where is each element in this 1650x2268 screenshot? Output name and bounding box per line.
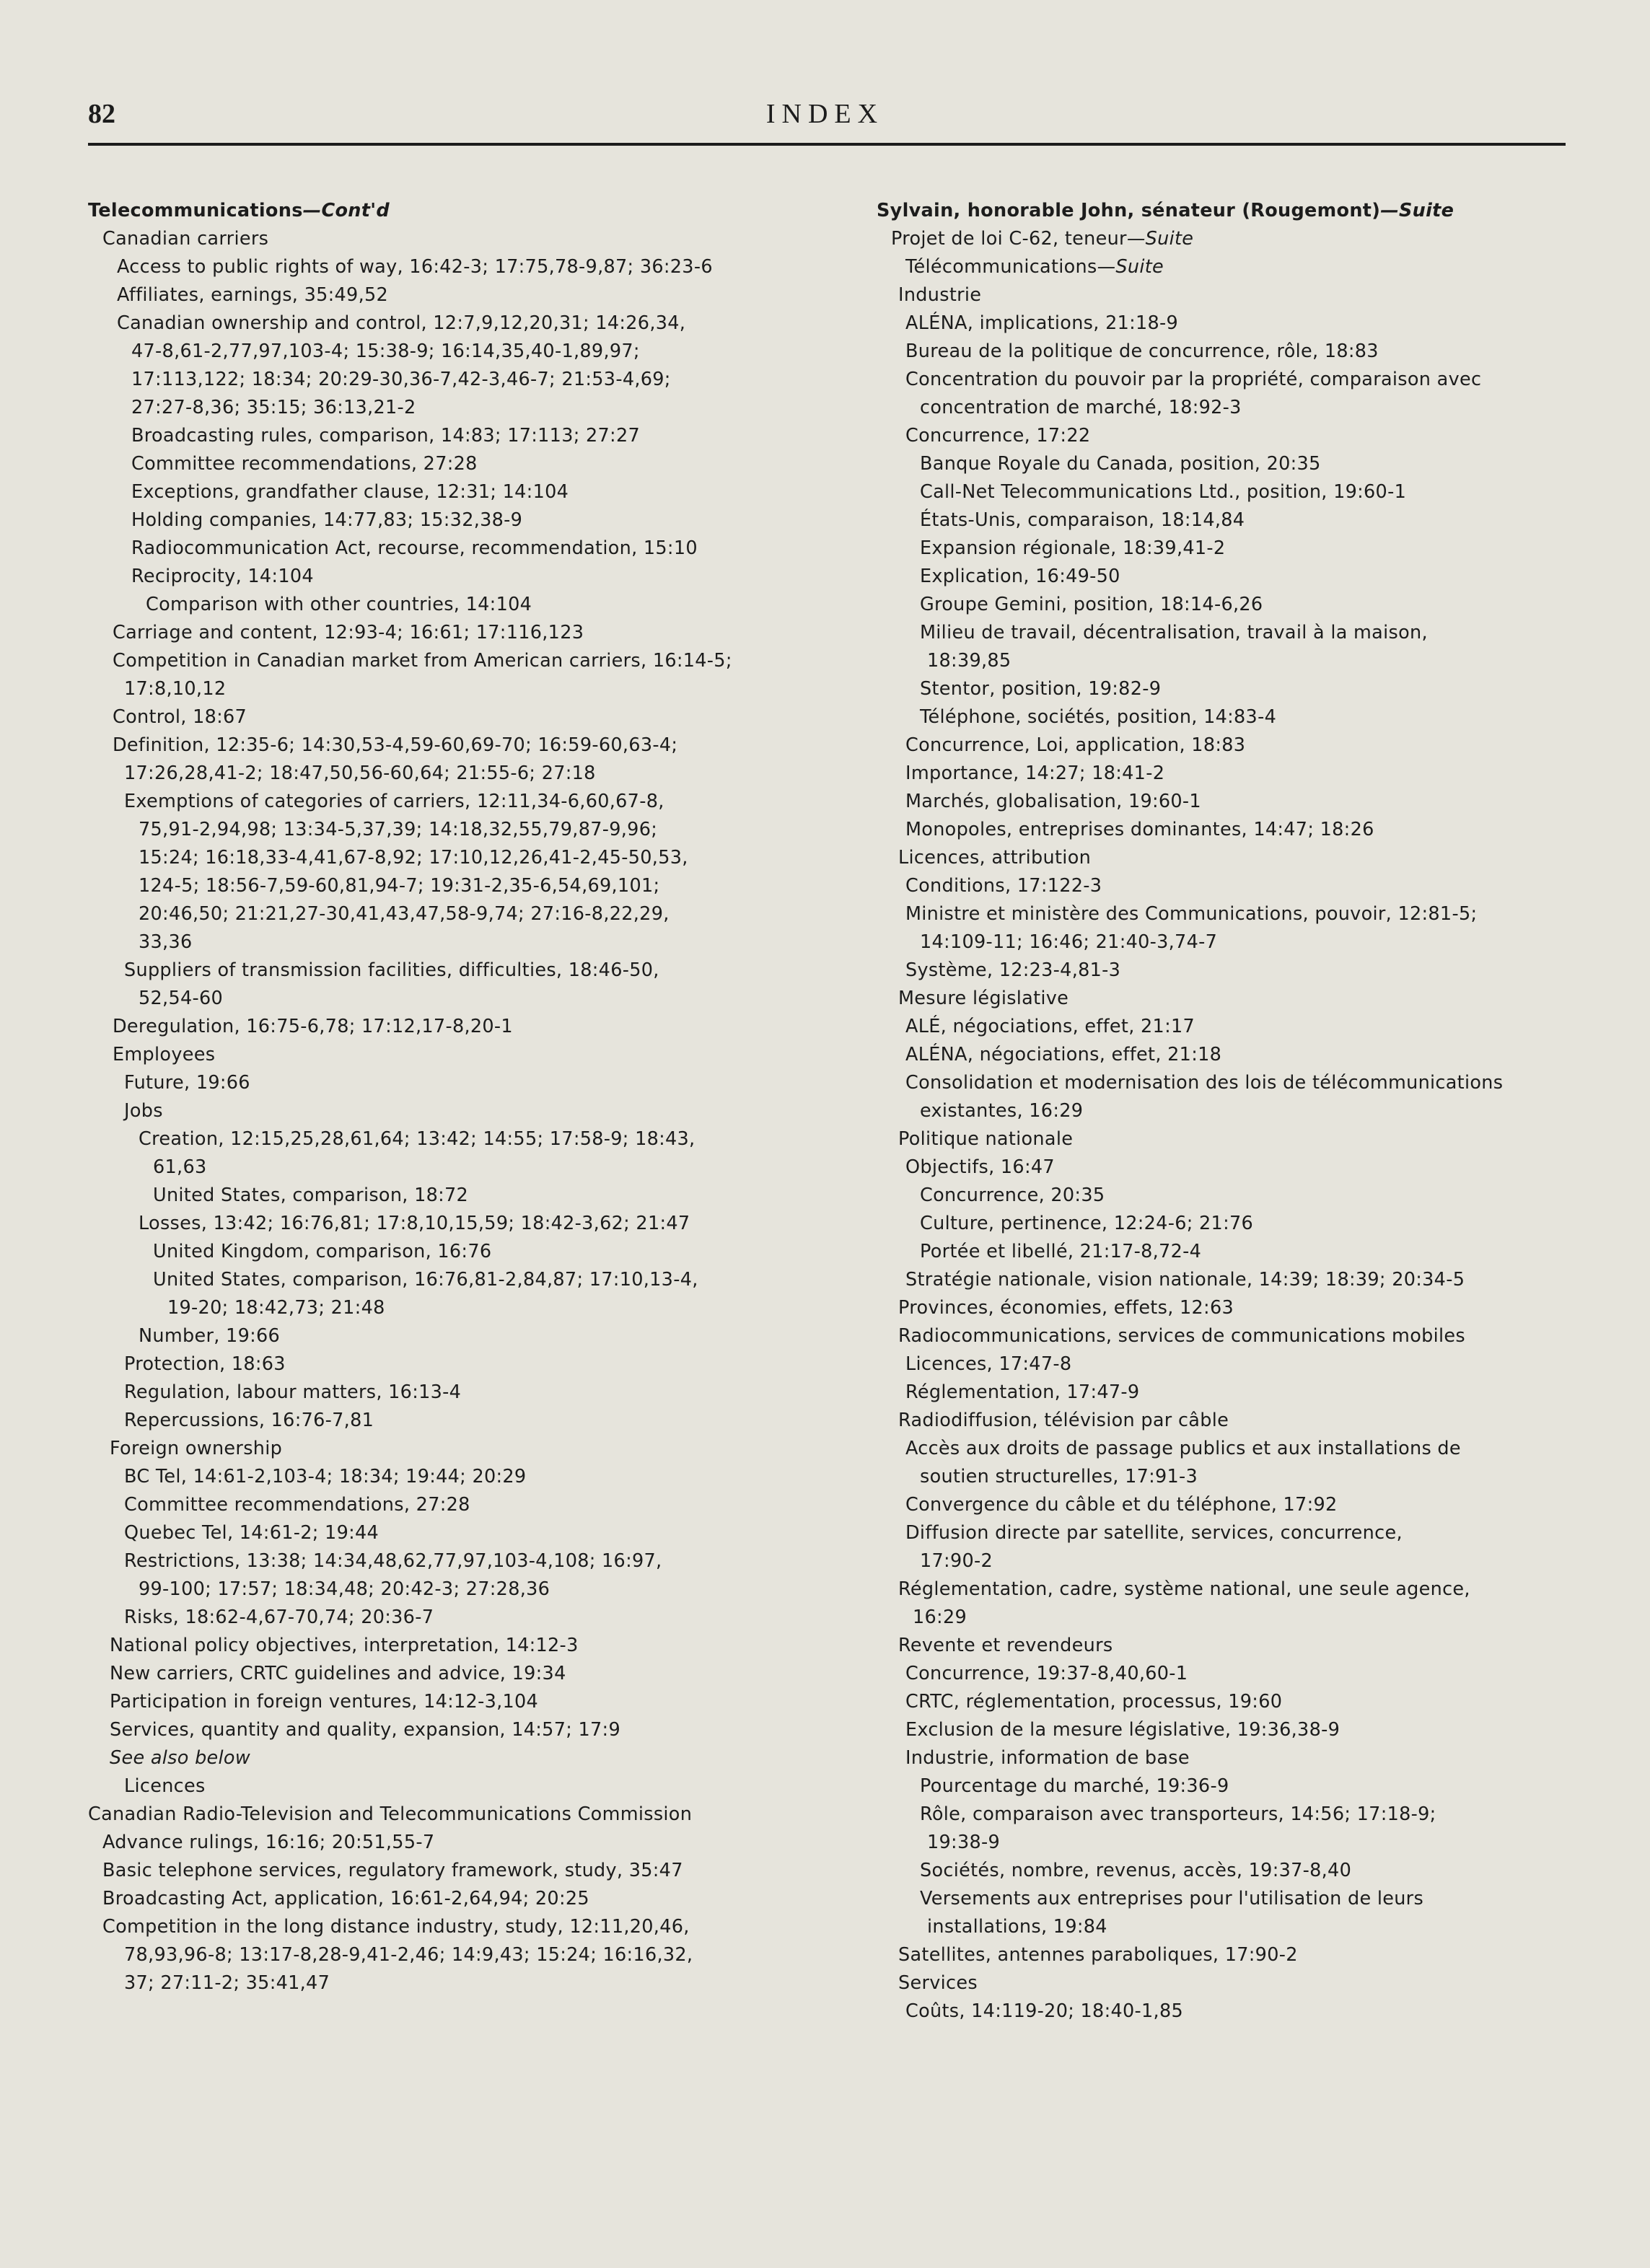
index-entry	[88, 788, 867, 816]
index-entry-text: Basic telephone services, regulatory framework, study, 35:47	[102, 1860, 683, 1881]
index-entry-text: Telecommunications	[88, 200, 303, 221]
index-entry	[877, 563, 1607, 591]
index-entry-text: Canadian ownership and control, 12:7,9,12,20,31; 14:26,34,	[117, 312, 686, 334]
index-entry-text: Ministre et ministère des Communications, pouvoir, 12:81-5;	[905, 903, 1478, 925]
index-entry-text: Call-Net Telecommunications Ltd., position, 19:60-1	[920, 481, 1407, 503]
index-entry-text: Téléphone, sociétés, position, 14:83-4	[920, 706, 1277, 728]
index-entry-text: Culture, pertinence, 12:24-6; 21:76	[920, 1213, 1254, 1234]
index-entry-text: Marchés, globalisation, 19:60-1	[905, 791, 1201, 812]
index-entry	[877, 1210, 1607, 1238]
index-entry	[88, 1941, 867, 1969]
index-entry-text: Importance, 14:27; 18:41-2	[905, 762, 1165, 784]
index-entry-text: Broadcasting rules, comparison, 14:83; 17:113; 27:27	[131, 425, 640, 447]
index-entry-text: 124-5; 18:56-7,59-60,81,94-7; 19:31-2,35-6,54,69,101;	[139, 875, 660, 897]
index-entry-text: Consolidation et modernisation des lois de télécommunications	[905, 1072, 1504, 1094]
index-entry	[88, 225, 867, 253]
index-entry	[877, 1463, 1607, 1491]
index-entry	[88, 1322, 867, 1350]
index-entry-text: 33,36	[139, 931, 193, 953]
index-entry	[88, 1829, 867, 1857]
page-title: INDEX	[765, 99, 885, 129]
index-entry-text: 47-8,61-2,77,97,103-4; 15:38-9; 16:14,35,40-1,89,97;	[131, 340, 640, 362]
index-entry-text: Competition in the long distance industry, study, 12:11,20,46,	[102, 1916, 690, 1938]
index-entry-text: Participation in foreign ventures, 14:12-3,104	[110, 1691, 539, 1713]
index-entry-text: Concurrence, 19:37-8,40,60-1	[905, 1663, 1188, 1684]
index-entry	[88, 1801, 867, 1829]
index-entry-text: 14:109-11; 16:46; 21:40-3,74-7	[920, 931, 1218, 953]
index-entry-text: 17:113,122; 18:34; 20:29-30,36-7,42-3,46-7; 21:53-4,69;	[131, 369, 671, 390]
index-entry-text: Portée et libellé, 21:17-8,72-4	[920, 1241, 1202, 1262]
index-entry-text: Radiodiffusion, télévision par câble	[898, 1410, 1229, 1431]
index-entry	[877, 985, 1607, 1013]
index-column-right	[877, 197, 1607, 2026]
index-entry	[88, 506, 867, 535]
index-entry-text: Diffusion directe par satellite, services, concurrence,	[905, 1522, 1403, 1544]
index-entry-text: Industrie	[898, 284, 982, 306]
index-entry	[877, 1772, 1607, 1801]
index-entry-text: BC Tel, 14:61-2,103-4; 18:34; 19:44; 20:29	[124, 1466, 527, 1487]
index-entry-text: existantes, 16:29	[920, 1100, 1084, 1122]
index-entry	[88, 591, 867, 619]
index-entry-text: Milieu de travail, décentralisation, travail à la maison,	[920, 622, 1428, 643]
index-entry-text: Banque Royale du Canada, position, 20:35	[920, 453, 1321, 475]
index-entry	[88, 1660, 867, 1688]
index-entry-text: United Kingdom, comparison, 16:76	[153, 1241, 492, 1262]
index-entry-suffix: —Suite	[1097, 256, 1164, 278]
index-entry-suffix: —Cont'd	[302, 200, 390, 221]
index-entry	[88, 760, 867, 788]
index-entry-text: Regulation, labour matters, 16:13-4	[124, 1381, 462, 1403]
index-entry	[877, 760, 1607, 788]
index-entry	[88, 816, 867, 844]
index-entry-text: Broadcasting Act, application, 16:61-2,64,94; 20:25	[102, 1888, 589, 1909]
index-entry-text: Exclusion de la mesure législative, 19:36,38-9	[905, 1719, 1340, 1741]
index-entry	[877, 872, 1607, 900]
index-entry	[88, 1491, 867, 1519]
index-entry-text: Système, 12:23-4,81-3	[905, 959, 1121, 981]
index-entry-text: Satellites, antennes paraboliques, 17:90-2	[898, 1944, 1298, 1966]
index-entry-text: 18:39,85	[927, 650, 1011, 672]
index-entry	[88, 1632, 867, 1660]
index-entry-text: Losses, 13:42; 16:76,81; 17:8,10,15,59; 18:42-3,62; 21:47	[139, 1213, 690, 1234]
index-entry-text: Stentor, position, 19:82-9	[920, 678, 1162, 700]
index-entry-text: Industrie, information de base	[905, 1747, 1190, 1769]
index-entry-text: Licences	[124, 1775, 206, 1797]
index-entry-text: Stratégie nationale, vision nationale, 14:39; 18:39; 20:34-5	[905, 1269, 1465, 1291]
index-entry	[877, 1885, 1607, 1913]
index-entry	[877, 450, 1607, 478]
index-entry	[88, 1772, 867, 1801]
index-entry	[877, 506, 1607, 535]
index-entry	[88, 1182, 867, 1210]
index-entry-text: 17:8,10,12	[124, 678, 227, 700]
index-entry-text: ALÉ, négociations, effet, 21:17	[905, 1016, 1195, 1037]
index-entry	[877, 1153, 1607, 1182]
index-entry	[88, 1604, 867, 1632]
index-entry-text: Réglementation, cadre, système national, une seule agence,	[898, 1578, 1470, 1600]
index-entry	[877, 1069, 1607, 1097]
index-entry-text: Repercussions, 16:76-7,81	[124, 1410, 374, 1431]
index-entry	[877, 703, 1607, 731]
index-entry	[88, 1379, 867, 1407]
index-entry-text: 17:90-2	[920, 1550, 993, 1572]
index-entry-text: Number, 19:66	[139, 1325, 281, 1347]
index-entry	[88, 1210, 867, 1238]
index-entry	[877, 1575, 1607, 1604]
index-entry	[88, 872, 867, 900]
index-entry-text: ALÉNA, négociations, effet, 21:18	[905, 1044, 1222, 1065]
index-entry	[877, 1435, 1607, 1463]
index-entry	[877, 675, 1607, 703]
index-entry	[88, 1969, 867, 1997]
index-entry	[877, 1547, 1607, 1575]
index-entry	[88, 957, 867, 985]
index-entry-text: Provinces, économies, effets, 12:63	[898, 1297, 1234, 1319]
index-entry	[877, 1350, 1607, 1379]
index-entry-text: 27:27-8,36; 35:15; 36:13,21-2	[131, 397, 416, 418]
index-entry-text: Concurrence, 17:22	[905, 425, 1091, 447]
index-entry-text: Creation, 12:15,25,28,61,64; 13:42; 14:55; 17:58-9; 18:43,	[139, 1128, 695, 1150]
index-entry	[877, 900, 1607, 928]
index-entry	[88, 450, 867, 478]
index-entry-text: 19-20; 18:42,73; 21:48	[167, 1297, 385, 1319]
index-entry	[88, 1013, 867, 1041]
index-entry-text: 52,54-60	[139, 988, 224, 1009]
index-entry	[877, 1379, 1607, 1407]
index-entry	[88, 703, 867, 731]
index-entry	[88, 1125, 867, 1153]
index-entry-text: Concurrence, Loi, application, 18:83	[905, 734, 1246, 756]
index-entry	[877, 1322, 1607, 1350]
index-entry-text: CRTC, réglementation, processus, 19:60	[905, 1691, 1283, 1713]
index-entry	[88, 1266, 867, 1294]
index-entry	[877, 1744, 1607, 1772]
index-entry-text: Future, 19:66	[124, 1072, 250, 1094]
index-entry-text: Foreign ownership	[110, 1438, 283, 1459]
index-entry-text: 78,93,96-8; 13:17-8,28-9,41-2,46; 14:9,43; 15:24; 16:16,32,	[124, 1944, 693, 1966]
header-rule	[88, 143, 1566, 146]
index-entry-text: Objectifs, 16:47	[905, 1156, 1055, 1178]
index-entry-text: Projet de loi C-62, teneur	[891, 228, 1127, 250]
index-entry	[88, 1350, 867, 1379]
index-entry	[877, 928, 1607, 957]
index-entry	[88, 1153, 867, 1182]
index-entry	[877, 394, 1607, 422]
index-entry-text: Concentration du pouvoir par la propriété, comparaison avec	[905, 369, 1482, 390]
index-entry	[877, 1407, 1607, 1435]
index-entry	[877, 1941, 1607, 1969]
index-entry-text: Employees	[113, 1044, 216, 1065]
index-entry-text: Radiocommunication Act, recourse, recommendation, 15:10	[131, 537, 698, 559]
index-entry	[877, 1097, 1607, 1125]
index-entry	[877, 422, 1607, 450]
index-entry-text: Canadian carriers	[102, 228, 269, 250]
index-entry	[88, 1885, 867, 1913]
index-entry	[88, 1857, 867, 1885]
index-entry	[88, 422, 867, 450]
index-entry	[88, 338, 867, 366]
index-entry-text: installations, 19:84	[927, 1916, 1107, 1938]
index-entry-text: Comparison with other countries, 14:104	[146, 594, 532, 615]
index-entry	[877, 1519, 1607, 1547]
index-entry	[877, 478, 1607, 506]
index-entry-text: Concurrence, 20:35	[920, 1184, 1105, 1206]
index-entry	[877, 1997, 1607, 2026]
index-entry	[88, 1294, 867, 1322]
index-entry	[877, 535, 1607, 563]
index-entry-text: Réglementation, 17:47-9	[905, 1381, 1140, 1403]
index-entry-text: Services	[898, 1972, 978, 1994]
index-entry-text: Revente et revendeurs	[898, 1635, 1113, 1656]
index-entry	[88, 394, 867, 422]
index-entry-text: Advance rulings, 16:16; 20:51,55-7	[102, 1832, 435, 1853]
index-entry-text: Sylvain, honorable John, sénateur (Rougemont)	[877, 200, 1381, 221]
index-entry-text: Convergence du câble et du téléphone, 17:92	[905, 1494, 1338, 1516]
index-entry	[877, 197, 1607, 225]
index-entry-text: Mesure législative	[898, 988, 1069, 1009]
index-entry	[877, 338, 1607, 366]
index-entry-text: Access to public rights of way, 16:42-3; 17:75,78-9,87; 36:23-6	[117, 256, 713, 278]
index-entry	[88, 1519, 867, 1547]
index-entry-text: 61,63	[153, 1156, 207, 1178]
index-entry-text: Licences, attribution	[898, 847, 1092, 869]
index-entry	[877, 816, 1607, 844]
index-entry	[88, 478, 867, 506]
index-entry	[88, 985, 867, 1013]
index-entry-text: 37; 27:11-2; 35:41,47	[124, 1972, 330, 1994]
index-entry-text: Protection, 18:63	[124, 1353, 286, 1375]
index-entry-text: Suppliers of transmission facilities, difficulties, 18:46-50,	[124, 959, 659, 981]
index-entry	[877, 957, 1607, 985]
index-entry-text: Risks, 18:62-4,67-70,74; 20:36-7	[124, 1606, 434, 1628]
index-entry-text: concentration de marché, 18:92-3	[920, 397, 1242, 418]
index-entry-text: Bureau de la politique de concurrence, rôle, 18:83	[905, 340, 1379, 362]
index-entry	[877, 1857, 1607, 1885]
index-entry	[877, 366, 1607, 394]
index-entry-text: Quebec Tel, 14:61-2; 19:44	[124, 1522, 379, 1544]
index-entry-text: Politique nationale	[898, 1128, 1074, 1150]
index-entry-text: United States, comparison, 16:76,81-2,84,87; 17:10,13-4,	[153, 1269, 698, 1291]
index-entry	[88, 647, 867, 675]
index-entry-text: Sociétés, nombre, revenus, accès, 19:37-8,40	[920, 1860, 1352, 1881]
index-entry	[877, 844, 1607, 872]
index-entry	[88, 1463, 867, 1491]
index-entry	[88, 1716, 867, 1744]
index-entry-text: 17:26,28,41-2; 18:47,50,56-60,64; 21:55-6; 27:18	[124, 762, 596, 784]
index-entry-text: Rôle, comparaison avec transporteurs, 14:56; 17:18-9;	[920, 1803, 1436, 1825]
index-entry-text: 19:38-9	[927, 1832, 1001, 1853]
index-entry-text: Exemptions of categories of carriers, 12:11,34-6,60,67-8,	[124, 791, 664, 812]
index-entry	[88, 563, 867, 591]
index-entry-text: Radiocommunications, services de communications mobiles	[898, 1325, 1465, 1347]
index-entry	[877, 1238, 1607, 1266]
index-entry	[877, 1688, 1607, 1716]
index-entry	[877, 1182, 1607, 1210]
index-entry-text: Competition in Canadian market from American carriers, 16:14-5;	[113, 650, 732, 672]
index-entry	[877, 1491, 1607, 1519]
index-entry-text: États-Unis, comparaison, 18:14,84	[920, 509, 1245, 531]
index-entry	[88, 281, 867, 309]
index-entry	[88, 675, 867, 703]
index-entry	[877, 1632, 1607, 1660]
index-entry	[877, 1969, 1607, 1997]
index-entry	[88, 366, 867, 394]
index-entry	[88, 253, 867, 281]
index-entry	[88, 1407, 867, 1435]
index-entry-text: Exceptions, grandfather clause, 12:31; 14:104	[131, 481, 569, 503]
index-entry-text: New carriers, CRTC guidelines and advice, 19:34	[110, 1663, 566, 1684]
index-entry	[88, 928, 867, 957]
index-entry	[88, 1097, 867, 1125]
index-entry-suffix: See also below	[110, 1747, 250, 1769]
index-entry	[88, 844, 867, 872]
index-entry	[88, 1238, 867, 1266]
index-entry	[877, 1604, 1607, 1632]
index-column-left	[88, 197, 867, 1997]
index-entry-text: Expansion régionale, 18:39,41-2	[920, 537, 1226, 559]
index-entry	[88, 731, 867, 760]
index-entry-text: Control, 18:67	[113, 706, 247, 728]
index-entry-text: 16:29	[913, 1606, 967, 1628]
index-entry	[877, 225, 1607, 253]
index-entry	[877, 619, 1607, 647]
index-entry	[877, 591, 1607, 619]
index-entry-text: Coûts, 14:119-20; 18:40-1,85	[905, 2000, 1183, 2022]
index-entry	[877, 731, 1607, 760]
index-entry	[877, 1801, 1607, 1829]
index-entry	[877, 1266, 1607, 1294]
page-number: 82	[88, 99, 115, 129]
index-entry-text: Committee recommendations, 27:28	[131, 453, 478, 475]
index-entry-text: Definition, 12:35-6; 14:30,53-4,59-60,69-70; 16:59-60,63-4;	[113, 734, 678, 756]
index-entry	[877, 1294, 1607, 1322]
index-entry	[88, 1913, 867, 1941]
index-entry	[88, 1435, 867, 1463]
index-entry-text: Reciprocity, 14:104	[131, 566, 314, 587]
index-entry-text: National policy objectives, interpretation, 14:12-3	[110, 1635, 579, 1656]
index-entry-text: 15:24; 16:18,33-4,41,67-8,92; 17:10,12,26,41-2,45-50,53,	[139, 847, 688, 869]
index-entry	[877, 281, 1607, 309]
index-entry	[88, 197, 867, 225]
index-entry-text: Conditions, 17:122-3	[905, 875, 1102, 897]
index-entry	[877, 1041, 1607, 1069]
index-entry-text: ALÉNA, implications, 21:18-9	[905, 312, 1179, 334]
index-entry	[877, 1125, 1607, 1153]
index-entry-text: 75,91-2,94,98; 13:34-5,37,39; 14:18,32,55,79,87-9,96;	[139, 819, 658, 840]
index-entry	[88, 1041, 867, 1069]
index-entry-suffix: —Suite	[1380, 200, 1454, 221]
index-entry	[88, 535, 867, 563]
index-entry-text: Carriage and content, 12:93-4; 16:61; 17:116,123	[113, 622, 584, 643]
index-entry-text: Services, quantity and quality, expansion, 14:57; 17:9	[110, 1719, 620, 1741]
index-entry	[88, 1744, 867, 1772]
index-entry-text: Monopoles, entreprises dominantes, 14:47; 18:26	[905, 819, 1374, 840]
index-entry	[88, 619, 867, 647]
index-entry-text: Pourcentage du marché, 19:36-9	[920, 1775, 1229, 1797]
index-entry-text: Jobs	[124, 1100, 163, 1122]
index-entry-text: Licences, 17:47-8	[905, 1353, 1072, 1375]
index-entry	[88, 1575, 867, 1604]
index-entry	[877, 253, 1607, 281]
index-entry-text: Restrictions, 13:38; 14:34,48,62,77,97,103-4,108; 16:97,	[124, 1550, 662, 1572]
index-entry-text: Canadian Radio-Television and Telecommunications Commission	[88, 1803, 693, 1825]
index-entry-suffix: —Suite	[1126, 228, 1194, 250]
index-entry	[88, 1547, 867, 1575]
index-entry-text: Versements aux entreprises pour l'utilisation de leurs	[920, 1888, 1424, 1909]
index-entry	[877, 1913, 1607, 1941]
index-entry	[88, 1069, 867, 1097]
index-entry	[877, 1829, 1607, 1857]
index-entry	[877, 647, 1607, 675]
index-entry	[88, 1688, 867, 1716]
index-entry-text: Holding companies, 14:77,83; 15:32,38-9	[131, 509, 523, 531]
index-entry-text: Explication, 16:49-50	[920, 566, 1120, 587]
index-entry-text: Accès aux droits de passage publics et aux installations de	[905, 1438, 1461, 1459]
index-entry	[877, 1013, 1607, 1041]
index-entry	[877, 309, 1607, 338]
index-entry-text: Groupe Gemini, position, 18:14-6,26	[920, 594, 1263, 615]
index-entry-text: 20:46,50; 21:21,27-30,41,43,47,58-9,74; 27:16-8,22,29,	[139, 903, 670, 925]
index-entry	[88, 900, 867, 928]
index-entry-text: Committee recommendations, 27:28	[124, 1494, 470, 1516]
index-entry-text: Affiliates, earnings, 35:49,52	[117, 284, 389, 306]
index-entry-text: Télécommunications	[905, 256, 1097, 278]
index-entry	[877, 1716, 1607, 1744]
index-entry	[88, 309, 867, 338]
index-entry	[877, 1660, 1607, 1688]
index-entry	[877, 788, 1607, 816]
index-entry-text: United States, comparison, 18:72	[153, 1184, 469, 1206]
index-entry-text: Deregulation, 16:75-6,78; 17:12,17-8,20-1	[113, 1016, 513, 1037]
index-entry-text: 99-100; 17:57; 18:34,48; 20:42-3; 27:28,36	[139, 1578, 550, 1600]
index-entry-text: soutien structurelles, 17:91-3	[920, 1466, 1198, 1487]
